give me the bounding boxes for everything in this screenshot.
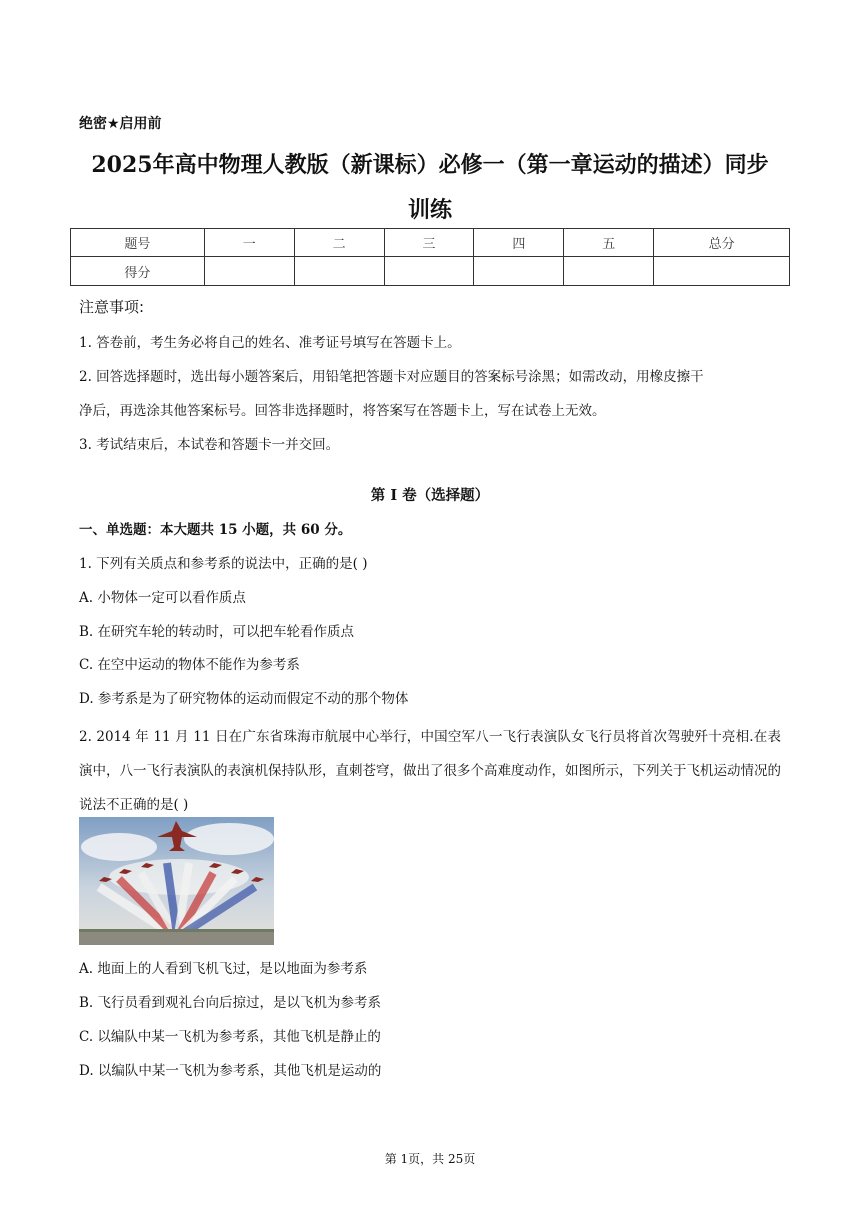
- score-blank[interactable]: [384, 257, 474, 286]
- score-cell-1: 一: [204, 229, 294, 257]
- question-1-option-c: C. 在空中运动的物体不能作为参考系: [79, 657, 300, 673]
- score-blank[interactable]: [294, 257, 384, 286]
- notes-heading: 注意事项:: [79, 298, 145, 316]
- page-title-line2: 训练: [407, 197, 452, 223]
- notes-item: 3. 考试结束后，本试卷和答题卡一并交回。: [79, 437, 340, 453]
- question-1-option-a: A. 小物体一定可以看作质点: [79, 590, 246, 606]
- score-blank[interactable]: [474, 257, 564, 286]
- notes-item: 1. 答卷前，考生务必将自己的姓名、准考证号填写在答题卡上。: [79, 335, 461, 351]
- score-cell-3: 三: [384, 229, 474, 257]
- confidential-label: 绝密★启用前: [79, 116, 162, 132]
- score-cell-5: 五: [564, 229, 654, 257]
- score-row-label: 得分: [71, 257, 205, 286]
- question-1-option-b: B. 在研究车轮的转动时，可以把车轮看作质点: [79, 624, 355, 640]
- score-table-score-row: [71, 257, 790, 286]
- aerobatic-jets-photo: [79, 817, 274, 945]
- notes-item: 净后，再选涂其他答案标号。回答非选择题时，将答案写在答题卡上，写在试卷上无效。: [79, 403, 606, 419]
- question-2-option-c: C. 以编队中某一飞机为参考系，其他飞机是静止的: [79, 1029, 381, 1045]
- section-title: 第 I 卷（选择题）: [370, 487, 490, 504]
- page-footer: 第 1页，共 25页: [384, 1152, 476, 1166]
- question-2-stem: 2. 2014 年 11 月 11 日在广东省珠海市航展中心举行，中国空军八一飞行表演队女飞行员将首次驾驶歼十亮相.在表演中，八一飞行表演队的表演机保持队形，直刺苍穹，做出了很多个高难度动作，如图所示，下列关于飞机运动情况的说法不正确的是( ): [79, 729, 781, 813]
- question-1-option-d: D. 参考系是为了研究物体的运动而假定不动的那个物体: [79, 691, 409, 707]
- score-table: [70, 228, 790, 286]
- score-blank[interactable]: [654, 257, 790, 286]
- notes-item: 2. 回答选择题时，选出每小题答案后，用铅笔把答题卡对应题目的答案标号涂黑；如需改动，用橡皮擦干: [79, 369, 704, 385]
- question-2-option-a: A. 地面上的人看到飞机飞过，是以地面为参考系: [79, 961, 368, 977]
- part-label: 一、单选题：本大题共 15 小题，共 60 分。: [79, 522, 352, 538]
- score-blank[interactable]: [204, 257, 294, 286]
- question-2-option-d: D. 以编队中某一飞机为参考系，其他飞机是运动的: [79, 1063, 382, 1079]
- score-table-header-row: [71, 229, 790, 257]
- score-cell-4: 四: [474, 229, 564, 257]
- page-title: 2025年高中物理人教版（新课标）必修一（第一章运动的描述）同步: [91, 152, 769, 178]
- score-cell-total: 总分: [654, 229, 790, 257]
- question-1-stem: 1. 下列有关质点和参考系的说法中，正确的是( ): [79, 556, 368, 572]
- score-cell-2: 二: [294, 229, 384, 257]
- score-cell-label: 题号: [71, 229, 205, 257]
- score-blank[interactable]: [564, 257, 654, 286]
- question-2-option-b: B. 飞行员看到观礼台向后掠过，是以飞机为参考系: [79, 995, 382, 1011]
